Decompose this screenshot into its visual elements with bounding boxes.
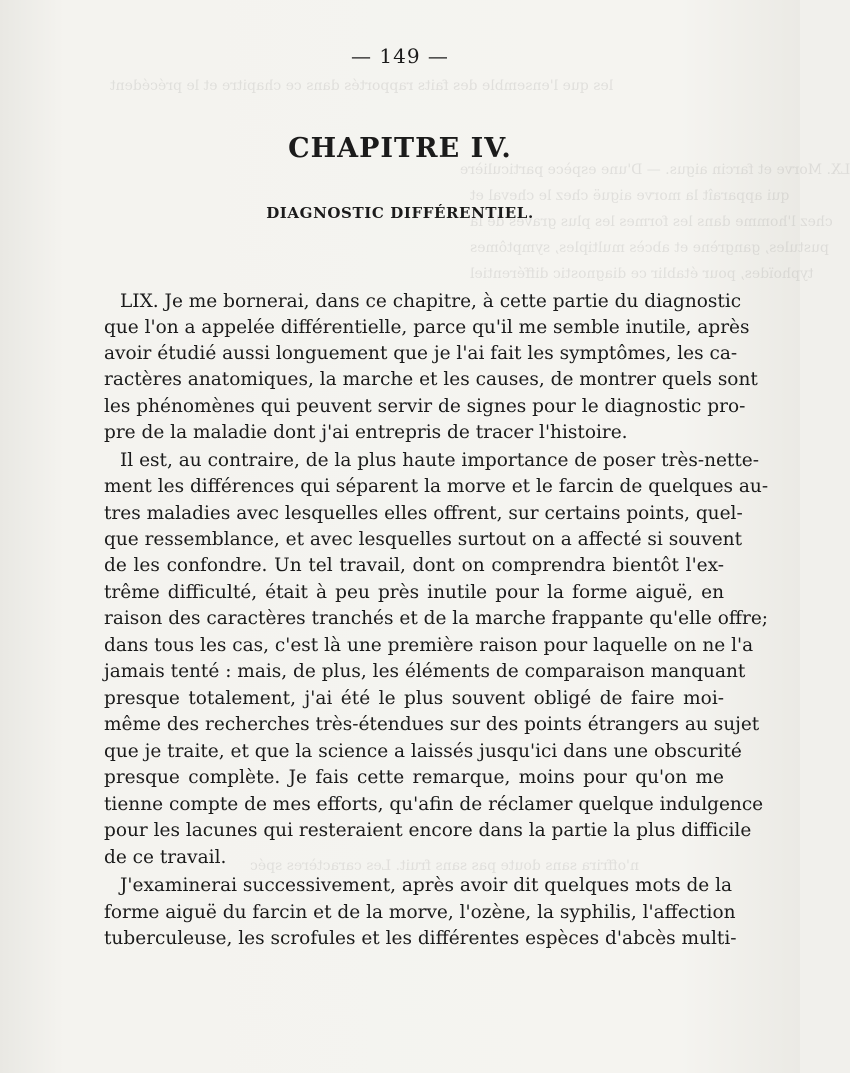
text-line: que je traite, et que la science a laissés jusqu'ici dans une obscurité: [104, 741, 742, 762]
text-line: pre de la maladie dont j'ai entrepris de tracer l'histoire.: [104, 422, 628, 443]
text-line: trême difficulté, était à peu près inutile pour la forme aiguë, en: [104, 582, 724, 603]
text-line: les phénomènes qui peuvent servir de signes pour le diagnostic pro-: [104, 396, 746, 417]
text-line: ment les différences qui séparent la morve et le farcin de quelques au-: [104, 476, 769, 497]
text-line: presque complète. Je fais cette remarque, moins pour qu'on me: [104, 767, 724, 788]
text-line: pour les lacunes qui resteraient encore dans la partie la plus difficile: [104, 820, 752, 841]
text-line: Il est, au contraire, de la plus haute importance de poser très-nette-: [120, 450, 759, 471]
show-through-text: chez l'homme dans les formes les plus graves de la: [470, 214, 833, 230]
text-line: tienne compte de mes efforts, qu'afin de réclamer quelque indulgence: [104, 794, 764, 815]
text-line: dans tous les cas, c'est là une première raison pour laquelle on ne l'a: [104, 635, 754, 656]
show-through-text: n'offrira sans doute pas sans fruit. Les caractères spéc: [250, 858, 639, 874]
text-line: ractères anatomiques, la marche et les causes, de montrer quels sont: [104, 369, 758, 390]
text-line: presque totalement, j'ai été le plus souvent obligé de faire moi-: [104, 688, 724, 709]
text-line: tres maladies avec lesquelles elles offrent, sur certains points, quel-: [104, 503, 743, 524]
text-line: avoir étudié aussi longuement que je l'ai fait les symptômes, les ca-: [104, 343, 738, 364]
page-number: — 149 —: [351, 44, 449, 68]
text-line: de les confondre. Un tel travail, dont on comprendra bientôt l'ex-: [104, 555, 724, 576]
text-line: J'examinerai successivement, après avoir dit quelques mots de la: [120, 875, 733, 896]
chapter-title: CHAPITRE IV.: [288, 133, 512, 164]
text-line: raison des caractères tranchés et de la marche frappante qu'elle offre;: [104, 608, 769, 629]
show-through-text: pustules, gangrène et abcès multiples, symptômes: [470, 240, 829, 256]
show-through-text: les que l'ensemble des faits rapportés dans ce chapitre et le précédent: [110, 78, 614, 94]
show-through-text: qui apparaît la morve aiguë chez le cheval et: [470, 188, 790, 204]
text-line: même des recherches très-étendues sur des points étrangers au sujet: [104, 714, 760, 735]
text-line: LIX. Je me bornerai, dans ce chapitre, à cette partie du diagnostic: [120, 291, 742, 312]
section-title: DIAGNOSTIC DIFFÉRENTIEL.: [266, 204, 534, 222]
text-line: que l'on a appelée différentielle, parce qu'il me semble inutile, après: [104, 317, 750, 338]
show-through-text: LX. Morve et farcin aigus. — D'une espèce particulière: [460, 162, 850, 178]
text-line: tuberculeuse, les scrofules et les différentes espèces d'abcès multi-: [104, 928, 737, 949]
text-line: que ressemblance, et avec lesquelles surtout on a affecté si souvent: [104, 529, 743, 550]
text-line: jamais tenté : mais, de plus, les éléments de comparaison manquant: [104, 661, 746, 682]
text-line: forme aiguë du farcin et de la morve, l'ozène, la syphilis, l'affection: [104, 902, 736, 923]
text-line: de ce travail.: [104, 847, 227, 868]
show-through-text: typhoïdes, pour établir ce diagnostic différentiel: [470, 266, 814, 282]
